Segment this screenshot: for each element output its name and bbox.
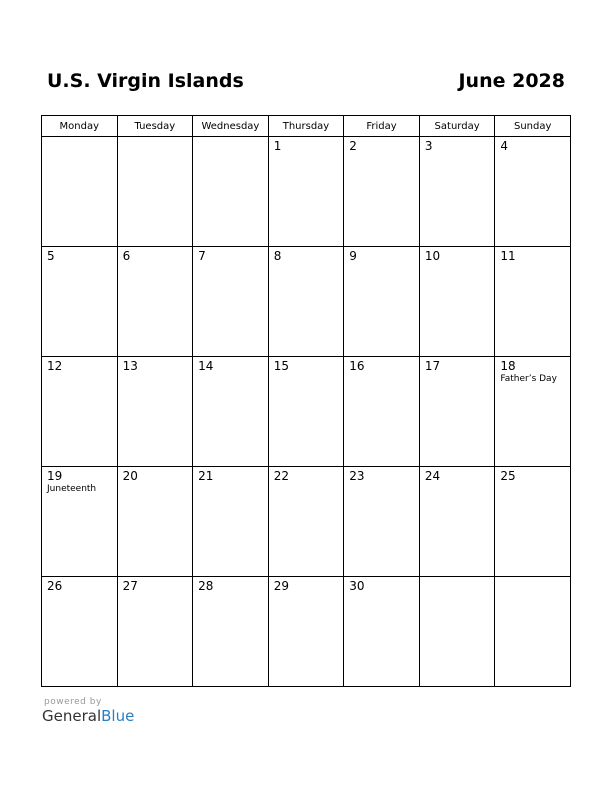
day-number: 29 <box>273 579 289 593</box>
day-cell <box>495 467 571 577</box>
holiday-label <box>269 263 344 264</box>
brand-name-part1: General <box>42 707 102 725</box>
holiday-label <box>118 263 193 264</box>
day-cell <box>419 247 495 357</box>
powered-by-label: powered by <box>44 697 102 707</box>
holiday-label <box>193 263 268 264</box>
day-number: 23 <box>349 469 365 483</box>
day-number: 25 <box>500 469 516 483</box>
day-cell <box>344 357 420 467</box>
day-number: 9 <box>349 249 357 263</box>
day-number: 10 <box>424 249 441 263</box>
week-row <box>42 137 571 247</box>
day-cell <box>117 247 193 357</box>
footer-branding <box>42 697 134 725</box>
holiday-label <box>269 373 344 374</box>
holiday-label: Father’s Day <box>500 374 557 384</box>
day-number: 5 <box>47 249 55 263</box>
weekday-header: Friday <box>344 116 420 137</box>
day-cell <box>193 247 269 357</box>
day-cell <box>344 247 420 357</box>
week-row <box>42 467 571 577</box>
day-cell <box>42 357 118 467</box>
day-cell <box>268 137 344 247</box>
day-number: 11 <box>500 249 516 263</box>
day-number: 7 <box>198 249 206 263</box>
holiday-label: Juneteenth <box>47 484 97 494</box>
day-cell <box>419 467 495 577</box>
weekday-header: Sunday <box>495 116 571 137</box>
day-cell <box>117 357 193 467</box>
day-cell <box>495 137 571 247</box>
day-number: 22 <box>273 469 289 483</box>
holiday-label <box>420 580 495 581</box>
holiday-label <box>344 373 419 374</box>
day-cell <box>117 467 193 577</box>
day-number: 17 <box>424 359 441 373</box>
holiday-label <box>42 593 117 594</box>
day-cell <box>193 357 269 467</box>
holiday-label <box>344 153 419 154</box>
holiday-label <box>269 483 344 484</box>
day-cell <box>117 577 193 687</box>
calendar-header <box>47 70 565 98</box>
day-cell <box>419 577 495 687</box>
day-cell <box>42 247 118 357</box>
holiday-label <box>193 593 268 594</box>
day-cell <box>419 137 495 247</box>
day-cell <box>495 247 571 357</box>
weekday-header-row <box>42 116 571 137</box>
day-cell <box>268 577 344 687</box>
holiday-label <box>118 483 193 484</box>
day-number: 19 <box>47 469 63 483</box>
day-cell <box>495 357 571 467</box>
day-cell <box>193 577 269 687</box>
holiday-label <box>495 580 570 581</box>
generalblue-logo[interactable] <box>42 707 134 725</box>
day-number: 1 <box>273 139 282 153</box>
day-cell <box>419 357 495 467</box>
day-number: 13 <box>122 359 138 373</box>
holiday-label <box>118 373 193 374</box>
brand-name-part2: Blue <box>101 707 135 725</box>
holiday-label <box>193 140 268 141</box>
weekday-header: Thursday <box>268 116 344 137</box>
day-cell <box>42 137 118 247</box>
day-cell <box>193 137 269 247</box>
weekday-header: Tuesday <box>117 116 193 137</box>
holiday-label <box>42 373 117 374</box>
day-cell <box>117 137 193 247</box>
day-number: 24 <box>424 469 441 483</box>
day-cell <box>344 137 420 247</box>
day-number: 3 <box>424 139 433 153</box>
holiday-label <box>193 483 268 484</box>
day-number: 30 <box>349 579 365 593</box>
holiday-label <box>42 263 117 264</box>
holiday-label <box>495 263 570 264</box>
holiday-label <box>42 140 117 141</box>
holiday-label <box>269 593 344 594</box>
day-number: 14 <box>198 359 214 373</box>
holiday-label <box>420 263 495 264</box>
day-number: 26 <box>47 579 63 593</box>
holiday-label <box>420 373 495 374</box>
country-title: U.S. Virgin Islands <box>47 70 244 92</box>
holiday-label <box>495 153 570 154</box>
day-number: 15 <box>273 359 289 373</box>
day-number: 6 <box>122 249 131 263</box>
day-cell <box>344 577 420 687</box>
calendar-grid <box>41 115 571 687</box>
day-cell <box>495 577 571 687</box>
day-number: 12 <box>47 359 63 373</box>
day-number: 27 <box>122 579 138 593</box>
day-number: 20 <box>122 469 138 483</box>
day-number: 28 <box>198 579 214 593</box>
holiday-label <box>118 593 193 594</box>
holiday-label <box>420 153 495 154</box>
weekday-header: Saturday <box>419 116 495 137</box>
holiday-label <box>344 483 419 484</box>
day-cell <box>268 247 344 357</box>
month-year-title: June 2028 <box>458 70 565 92</box>
day-cell <box>268 357 344 467</box>
day-number: 2 <box>349 139 357 153</box>
week-row <box>42 577 571 687</box>
day-cell <box>42 467 118 577</box>
day-cell <box>268 467 344 577</box>
holiday-label <box>344 593 419 594</box>
week-row <box>42 357 571 467</box>
week-row <box>42 247 571 357</box>
holiday-label <box>495 483 570 484</box>
holiday-label <box>344 263 419 264</box>
day-cell <box>193 467 269 577</box>
day-cell <box>42 577 118 687</box>
day-number: 4 <box>500 139 509 153</box>
day-number: 8 <box>273 249 282 263</box>
day-cell <box>344 467 420 577</box>
holiday-label <box>193 373 268 374</box>
day-number: 16 <box>349 359 365 373</box>
weekday-header: Wednesday <box>193 116 269 137</box>
holiday-label <box>269 153 344 154</box>
holiday-label <box>420 483 495 484</box>
weekday-header: Monday <box>42 116 118 137</box>
holiday-label <box>118 140 193 141</box>
day-number: 18 <box>500 359 516 373</box>
day-number: 21 <box>198 469 214 483</box>
